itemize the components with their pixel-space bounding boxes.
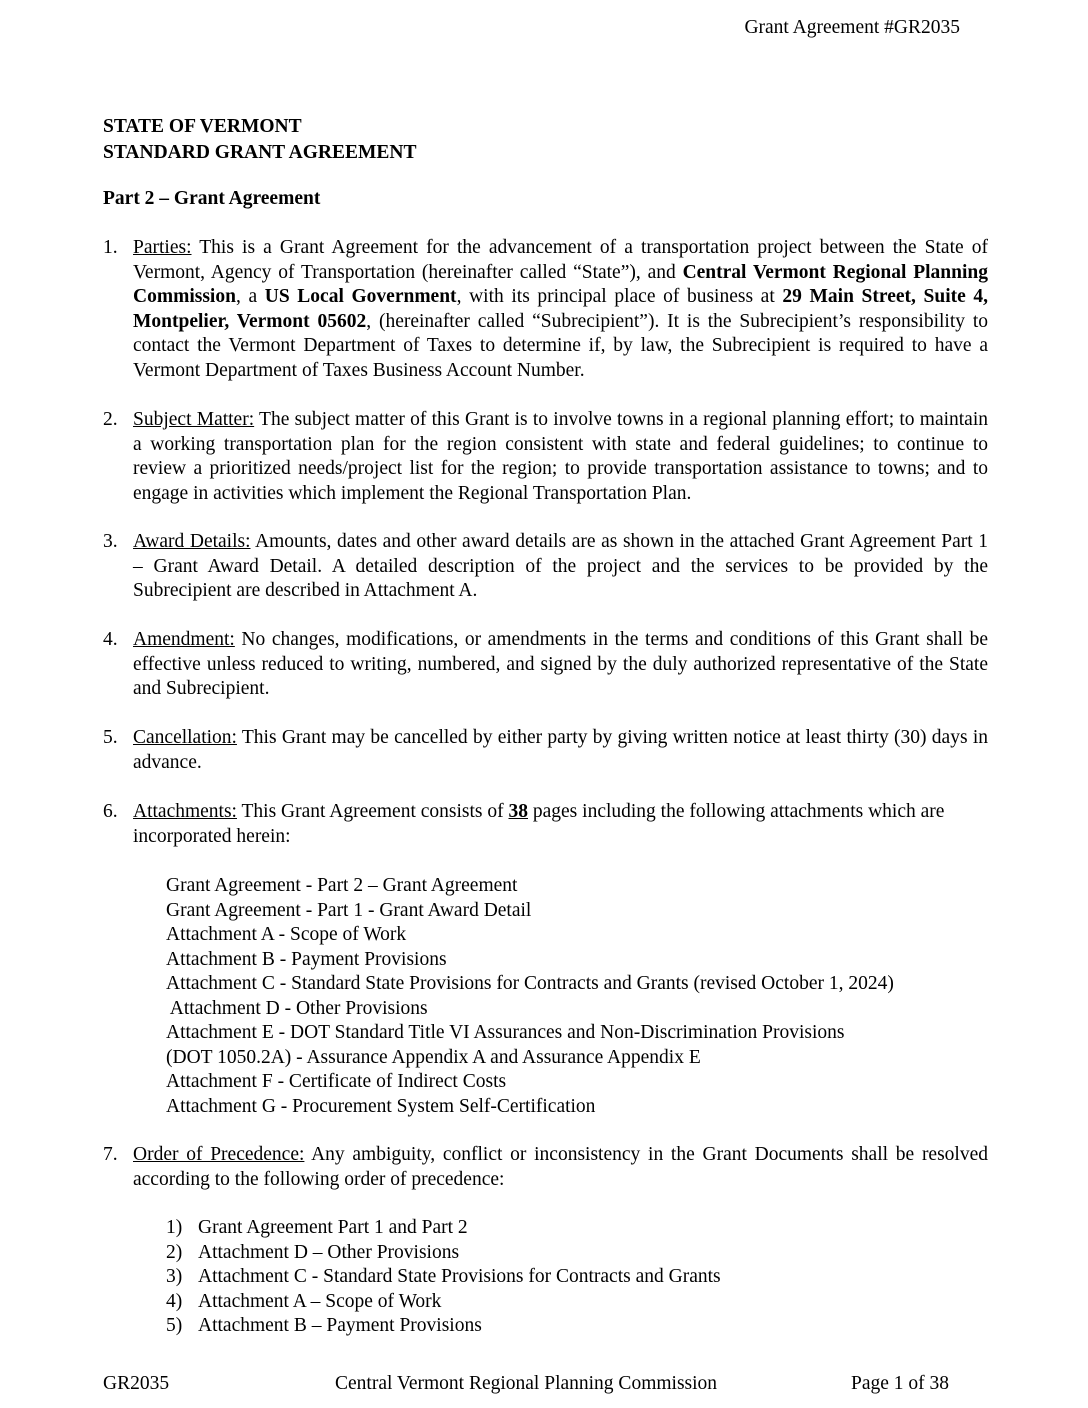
- section-text: , a: [235, 286, 265, 307]
- attachment-item: Grant Agreement - Part 2 – Grant Agreement: [166, 875, 518, 896]
- section-body: [133, 236, 988, 383]
- attachment-item: Attachment D - Other Provisions: [166, 997, 428, 1019]
- section-label: Subject Matter:: [133, 409, 255, 430]
- section-label: Award Details:: [133, 531, 251, 552]
- attachment-item: Attachment F - Certificate of Indirect Costs: [166, 1071, 507, 1092]
- title-line-2: STANDARD GRANT AGREEMENT: [103, 142, 417, 163]
- attachment-item: Attachment E - DOT Standard Title VI Assurances and Non-Discrimination Provisions: [166, 1022, 845, 1043]
- section-number: 4.: [103, 629, 118, 650]
- precedence-item: [166, 1265, 721, 1290]
- section-order-of-precedence: [103, 1143, 988, 1192]
- section-number: 7.: [103, 1144, 118, 1165]
- precedence-number: 3): [166, 1266, 183, 1287]
- precedence-item: [166, 1216, 721, 1241]
- section-text: This Grant may be cancelled by either party by giving written notice at least thirty (30) days in advance.: [133, 727, 988, 773]
- footer-organization: Central Vermont Regional Planning Commission: [335, 1373, 718, 1394]
- precedence-item: [166, 1314, 721, 1339]
- section-body: [133, 408, 988, 506]
- title-line-1: STATE OF VERMONT: [103, 116, 302, 137]
- section-label: Order of Precedence:: [133, 1144, 305, 1165]
- document-title: [103, 114, 417, 166]
- precedence-number: 5): [166, 1315, 183, 1336]
- page-count: 38: [508, 801, 528, 822]
- section-cancellation: [103, 726, 988, 775]
- section-body: [133, 800, 988, 849]
- attachment-item: Attachment G - Procurement System Self-Certification: [166, 1095, 596, 1117]
- section-label: Amendment:: [133, 629, 235, 650]
- section-number: 2.: [103, 409, 118, 430]
- attachment-item: Attachment A - Scope of Work: [166, 924, 407, 945]
- section-label: Cancellation:: [133, 727, 237, 748]
- precedence-text: Attachment D – Other Provisions: [198, 1241, 460, 1263]
- attachment-item: (DOT 1050.2A) - Assurance Appendix A and Assurance Appendix E: [166, 1046, 701, 1068]
- section-body: [133, 1143, 988, 1192]
- section-label: Attachments:: [133, 801, 237, 822]
- section-text: This is a Grant Agreement for the advancement of a transportation project between the State of Vermont, Agency of Transportation (hereinafter called “State”), and: [133, 237, 988, 283]
- precedence-text: Attachment A – Scope of Work: [198, 1290, 442, 1312]
- section-text: This Grant Agreement consists of: [236, 801, 509, 822]
- precedence-item: [166, 1241, 721, 1266]
- precedence-text: Attachment B – Payment Provisions: [198, 1315, 482, 1336]
- section-text: Any ambiguity, conflict or inconsistency in the Grant Documents shall be resolved according to the following order of precedence:: [133, 1144, 989, 1190]
- attachment-item: Grant Agreement - Part 1 - Grant Award Detail: [166, 899, 532, 921]
- precedence-text: Attachment C - Standard State Provisions for Contracts and Grants: [198, 1266, 721, 1287]
- subrecipient-address: 29 Main Street, Suite 4, Montpelier, Vermont 05602: [133, 286, 989, 332]
- section-text: The subject matter of this Grant is to involve towns in a regional planning effort; to maintain a working transportation plan for the region consistent with state and federal guidelines; to continue to review a prioritized needs/project list for the region; to provide transportation assistance to towns; and to engage in activities which implement the Regional Transportation Plan.: [133, 409, 989, 504]
- section-number: 1.: [103, 237, 118, 258]
- precedence-list: [166, 1216, 721, 1339]
- section-subject-matter: [103, 408, 988, 506]
- subrecipient-name: Central Vermont Regional Planning Commission: [133, 261, 988, 307]
- section-body: [133, 628, 988, 702]
- section-attachments: [103, 800, 988, 849]
- footer-page-number: Page 1 of 38: [851, 1373, 950, 1394]
- attachment-item: Attachment C - Standard State Provisions for Contracts and Grants (revised October 1, 2024): [166, 973, 894, 994]
- section-number: 6.: [103, 801, 118, 822]
- section-text: pages including the following attachments which are incorporated herein:: [133, 801, 945, 847]
- footer-doc-id: GR2035: [103, 1373, 170, 1394]
- attachments-list: [166, 874, 894, 1119]
- section-parties: [103, 236, 988, 383]
- entity-type: US Local Government: [264, 286, 457, 307]
- precedence-number: 2): [166, 1241, 183, 1263]
- section-number: 3.: [103, 531, 118, 552]
- section-text: , with its principal place of business at: [456, 286, 783, 307]
- section-award-details: [103, 530, 988, 604]
- section-text: Amounts, dates and other award details are as shown in the attached Grant Agreement Part 1 – Grant Award Detail. A detailed description of the project and the services to be provided by the Subrecipient are described in Attachment A.: [133, 531, 988, 601]
- section-label: Parties:: [133, 237, 192, 258]
- precedence-item: [166, 1290, 721, 1315]
- section-body: [133, 530, 988, 604]
- precedence-number: 1): [166, 1217, 183, 1238]
- attachment-item: Attachment B - Payment Provisions: [166, 948, 447, 970]
- precedence-number: 4): [166, 1290, 183, 1312]
- section-text: , (hereinafter called “Subrecipient”). It is the Subrecipient’s responsibility to contact the Vermont Department of Taxes to determine if, by law, the Subrecipient is required to have a Vermont Department of Taxes Business Account Number.: [133, 310, 988, 381]
- precedence-text: Grant Agreement Part 1 and Part 2: [198, 1217, 468, 1238]
- part-title: Part 2 – Grant Agreement: [103, 188, 321, 209]
- section-amendment: [103, 628, 988, 702]
- section-number: 5.: [103, 727, 118, 748]
- header-agreement-ref: Grant Agreement #GR2035: [744, 17, 960, 38]
- section-text: No changes, modifications, or amendments in the terms and conditions of this Grant shall be effective unless reduced to writing, numbered, and signed by the duly authorized representative of the State and Subrecipient.: [133, 629, 988, 699]
- section-body: [133, 726, 988, 775]
